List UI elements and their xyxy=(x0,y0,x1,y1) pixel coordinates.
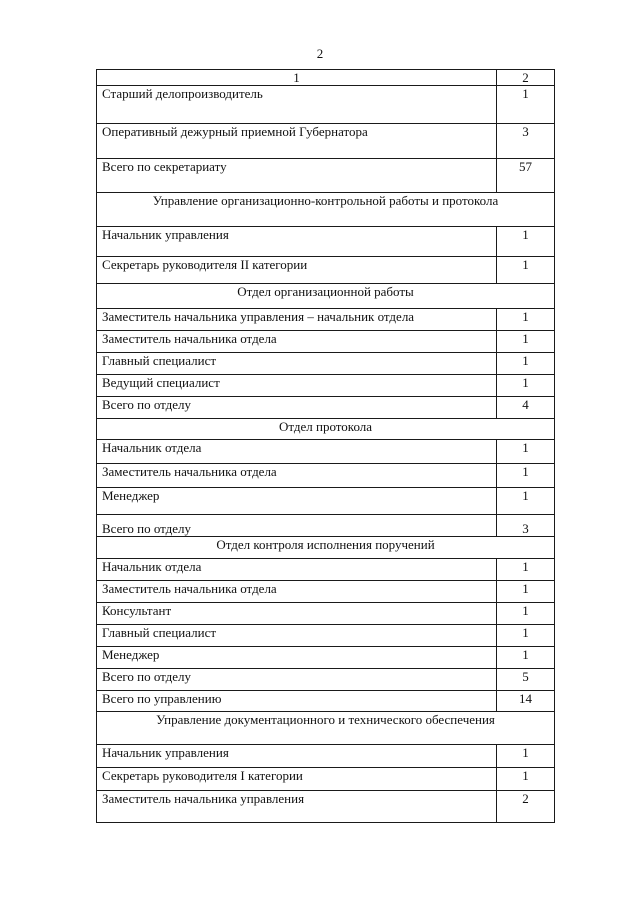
position-label: Ведущий специалист xyxy=(97,375,497,397)
position-count: 1 xyxy=(497,440,555,464)
table-row xyxy=(97,257,555,284)
position-count: 1 xyxy=(497,647,555,669)
position-count: 1 xyxy=(497,625,555,647)
position-count: 1 xyxy=(497,768,555,791)
position-label: Заместитель начальника управления – начальник отдела xyxy=(97,309,497,331)
table-row xyxy=(97,227,555,257)
section-heading: Управление организационно-контрольной работы и протокола xyxy=(97,193,555,227)
table-row xyxy=(97,791,555,823)
position-label: Заместитель начальника отдела xyxy=(97,331,497,353)
subtotal-count: 57 xyxy=(497,159,555,193)
position-count: 1 xyxy=(497,86,555,124)
table-row xyxy=(97,581,555,603)
table-row xyxy=(97,625,555,647)
position-count: 1 xyxy=(497,559,555,581)
section-row xyxy=(97,712,555,745)
position-label: Заместитель начальника управления xyxy=(97,791,497,823)
section-row xyxy=(97,193,555,227)
total-count: 14 xyxy=(497,691,555,712)
position-count: 1 xyxy=(497,488,555,515)
position-count: 1 xyxy=(497,745,555,768)
position-count: 1 xyxy=(497,375,555,397)
table-row xyxy=(97,768,555,791)
position-label: Заместитель начальника отдела xyxy=(97,581,497,603)
subtotal-label: Всего по секретариату xyxy=(97,159,497,193)
column-header-2: 2 xyxy=(497,70,555,86)
table-row xyxy=(97,515,555,537)
position-label: Менеджер xyxy=(97,647,497,669)
subtotal-label: Всего по отделу xyxy=(97,515,497,537)
position-count: 1 xyxy=(497,309,555,331)
table-row xyxy=(97,440,555,464)
table-row xyxy=(97,124,555,159)
subtotal-label: Всего по отделу xyxy=(97,397,497,419)
position-label: Секретарь руководителя II категории xyxy=(97,257,497,284)
position-label: Главный специалист xyxy=(97,353,497,375)
table-row xyxy=(97,353,555,375)
position-count: 1 xyxy=(497,227,555,257)
table-row xyxy=(97,745,555,768)
position-label: Консультант xyxy=(97,603,497,625)
section-heading: Отдел организационной работы xyxy=(97,284,555,309)
table-row xyxy=(97,559,555,581)
position-label: Начальник управления xyxy=(97,227,497,257)
table-row xyxy=(97,375,555,397)
position-count: 1 xyxy=(497,464,555,488)
table-row xyxy=(97,331,555,353)
position-count: 3 xyxy=(497,124,555,159)
subtotal-label: Всего по отделу xyxy=(97,669,497,691)
total-label: Всего по управлению xyxy=(97,691,497,712)
position-label: Секретарь руководителя I категории xyxy=(97,768,497,791)
position-label: Начальник управления xyxy=(97,745,497,768)
subtotal-count: 4 xyxy=(497,397,555,419)
section-row xyxy=(97,419,555,440)
table-row xyxy=(97,691,555,712)
position-label: Начальник отдела xyxy=(97,440,497,464)
table-row xyxy=(97,669,555,691)
position-label: Заместитель начальника отдела xyxy=(97,464,497,488)
section-row xyxy=(97,537,555,559)
position-count: 1 xyxy=(497,353,555,375)
table-row xyxy=(97,86,555,124)
section-heading: Отдел контроля исполнения поручений xyxy=(97,537,555,559)
page-number: 2 xyxy=(316,46,324,61)
table-row xyxy=(97,488,555,515)
position-count: 1 xyxy=(497,257,555,284)
table-row xyxy=(97,309,555,331)
position-label: Главный специалист xyxy=(97,625,497,647)
subtotal-count: 5 xyxy=(497,669,555,691)
position-label: Менеджер xyxy=(97,488,497,515)
position-count: 1 xyxy=(497,581,555,603)
position-count: 1 xyxy=(497,331,555,353)
section-heading: Управление документационного и технического обеспечения xyxy=(97,712,555,745)
column-header-1: 1 xyxy=(97,70,497,86)
subtotal-count: 3 xyxy=(497,515,555,537)
section-row xyxy=(97,284,555,309)
position-label: Старший делопроизводитель xyxy=(97,86,497,124)
section-heading: Отдел протокола xyxy=(97,419,555,440)
position-label: Начальник отдела xyxy=(97,559,497,581)
staffing-table xyxy=(96,69,555,823)
table-row xyxy=(97,647,555,669)
table-row xyxy=(97,464,555,488)
table-row xyxy=(97,397,555,419)
table-row xyxy=(97,159,555,193)
position-count: 2 xyxy=(497,791,555,823)
table-row xyxy=(97,603,555,625)
position-count: 1 xyxy=(497,603,555,625)
table-header-row xyxy=(97,70,555,86)
position-label: Оперативный дежурный приемной Губернатора xyxy=(97,124,497,159)
